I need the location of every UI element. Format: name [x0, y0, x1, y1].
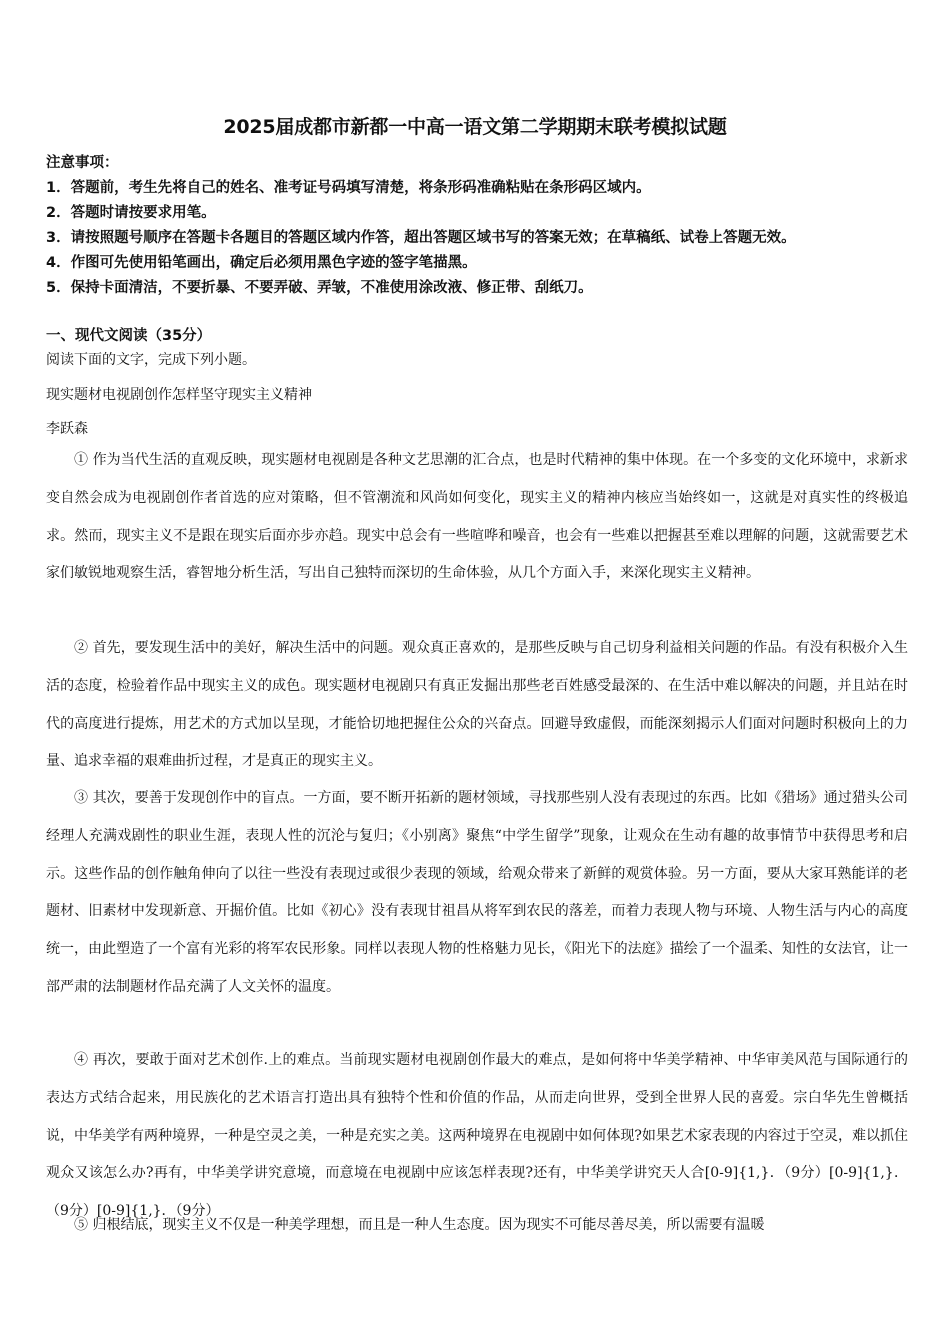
notice-item: 4．作图可先使用铅笔画出，确定后必须用黑色字迹的签字笔描黑。 — [46, 255, 477, 271]
reading-instruction: 阅读下面的文字，完成下列小题。 — [46, 352, 256, 368]
section-heading: 一、现代文阅读（35分） — [46, 328, 212, 344]
notice-item: 2．答题时请按要求用笔。 — [46, 205, 216, 221]
notice-heading: 注意事项： — [46, 155, 119, 171]
article-paragraph-3: ③ 其次，要善于发现创作中的盲点。一方面，要不断开拓新的题材领域，寻找那些别人没有表现过的东西。比如《猎场》通过猎头公司经理人充满戏剧性的职业生涯，表现人性的沉沦与复归；《小别离》聚焦“中学生留学”现象，让观众在生动有趣的故事情节中获得思考和启示。这些作品的创作触角伸向了以往一些没有表现过或很少表现的领域，给观众带来了新鲜的观赏体验。另一方面，要从大家耳熟能详的老题材、旧素材中发现新意、开掘价值。比如《初心》没有表现甘祖昌从将军到农民的落差，而着力表现人物与环境、人物生活与内心的高度统一，由此塑造了一个富有光彩的将军农民形象。同样以表现人物的性格魅力见长，《阳光下的法庭》描绘了一个温柔、知性的女法官，让一部严肃的法制题材作品充满了人文关怀的温度。 — [46, 790, 908, 995]
exam-title: 2025届成都市新都一中高一语文第二学期期末联考模拟试题 — [223, 116, 727, 138]
article-paragraph-2: ② 首先，要发现生活中的美好，解决生活中的问题。观众真正喜欢的，是那些反映与自己切身利益相关问题的作品。有没有积极介入生活的态度，检验着作品中现实主义的成色。现实题材电视剧只有真正发掘出那些老百姓感受最深的、在生活中难以解决的问题，并且站在时代的高度进行提炼，用艺术的方式加以呈现，才能恰切地把握住公众的兴奋点。回避导致虚假，而能深刻揭示人们面对问题时积极向上的力量、追求幸福的艰难曲折过程，才是真正的现实主义。 — [46, 640, 908, 770]
article-author: 李跃森 — [46, 421, 88, 437]
notice-item: 5．保持卡面清洁，不要折暴、不要弄破、弄皱，不准使用涂改液、修正带、刮纸刀。 — [46, 280, 593, 296]
notice-item: 1．答题前，考生先将自己的姓名、准考证号码填写清楚，将条形码准确粘贴在条形码区域内。 — [46, 180, 651, 196]
article-paragraph-1: ① 作为当代生活的直观反映，现实题材电视剧是各种文艺思潮的汇合点，也是时代精神的集中体现。在一个多变的文化环境中，求新求变自然会成为电视剧创作者首选的应对策略，但不管潮流和风尚如何变化，现实主义的精神内核应当始终如一，这就是对真实性的终极追求。然而，现实主义不是跟在现实后面亦步亦趋。现实中总会有一些喧哗和噪音，也会有一些难以把握甚至难以理解的问题，这就需要艺术家们敏锐地观察生活，睿智地分析生活，写出自己独特而深切的生命体验，从几个方面入手，来深化现实主义精神。 — [46, 452, 908, 582]
notice-list — [46, 176, 916, 301]
article-paragraph-4: ④ 再次，要敢于面对艺术创作.上的难点。当前现实题材电视剧创作最大的难点，是如何将中华美学精神、中华审美风范与国际通行的表达方式结合起来，用民族化的艺术语言打造出具有独特个性和价值的作品，从而走向世界，受到全世界人民的喜爱。宗白华先生曾概括说，中华美学有两种境界，一种是空灵之美，一种是充实之美。这两种境界在电视剧中如何体现?如果艺术家表现的内容过于空灵，难以抓住观众又该怎么办?再有，中华美学讲究意境，而意境在电视剧中应该怎样表现?还有，中华美学讲究天人合[0-9]{1,}．（9分）[0-9]{1,}．（9分）[0-9]{1,}．（9分） — [46, 1052, 908, 1220]
article-paragraph-5: ⑤ 归根结底，现实主义不仅是一种美学理想，而且是一种人生态度。因为现实不可能尽善尽美，所以需要有温暖 — [74, 1217, 765, 1233]
article-title: 现实题材电视剧创作怎样坚守现实主义精神 — [46, 387, 312, 403]
notice-item: 3．请按照题号顺序在答题卡各题目的答题区域内作答，超出答题区域书写的答案无效；在草稿纸、试卷上答题无效。 — [46, 230, 796, 246]
